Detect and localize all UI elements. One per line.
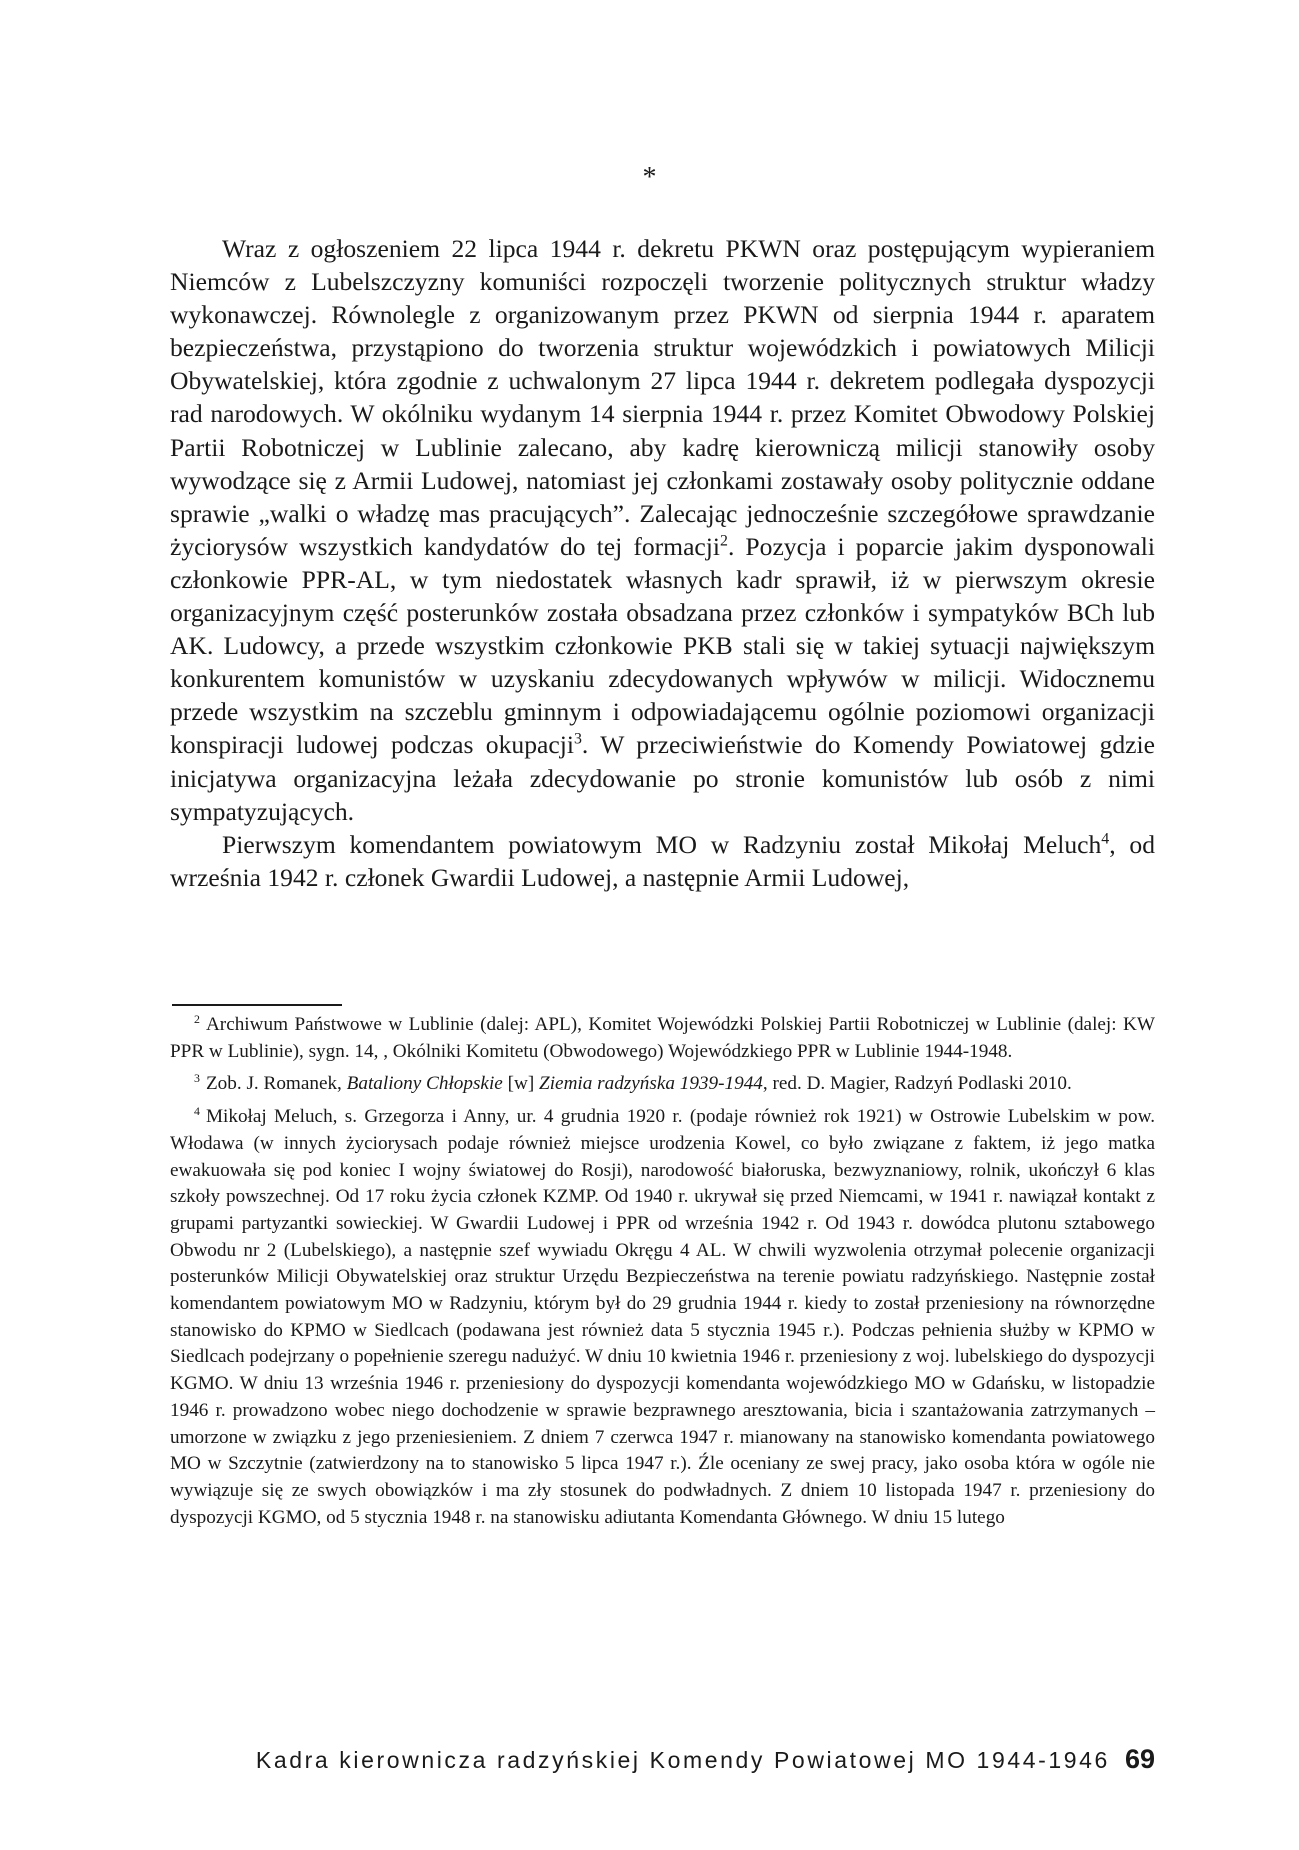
footnote-text: Zob. J. Romanek, [205,1073,347,1095]
section-separator: * [642,162,657,193]
footnote-reference: 2 [720,532,728,550]
paragraph [170,828,1155,894]
paragraph-text: . Pozycja i poparcie jakim dysponowali członkowie PPR-AL, w tym niedostatek własnych kadr sprawił, iż w pierwszym okresie organizacyjnym część posterunków została obsadzana przez członków i sympatyków BCh lub AK. Ludowcy, a przede wszystkim członkowie PKB stali się w takiej sytuacji największym konkurentem komunistów w uzyskaniu zdecydowanych wpływów w milicji. Widocznemu przede wszystkim na szczeblu gminnym i odpowiadającemu ogólnie poziomowi organizacji konspiracji ludowej podczas okupacji [170,531,1156,760]
footnote-text: , red. D. Magier, Radzyń Podlaski 2010. [762,1073,1072,1095]
footnotes [170,1012,1155,1537]
footnote-title: Ziemia radzyńska 1939-1944 [539,1073,763,1095]
footnote-text: [w] [502,1073,540,1095]
paragraph-text: Pierwszym komendantem powiatowym MO w Radzyniu został Mikołaj Meluch [222,829,1102,859]
paragraph [170,232,1155,828]
footnote-title: Bataliony Chłopskie [346,1073,503,1095]
footnote-reference: 4 [1101,830,1110,848]
page-number: 69 [1124,1744,1155,1774]
paragraph-text: . W przeciwieństwie do Komendy Powiatowej gdzie inicjatywa organizacyjna leżała zdecydowanie po stronie komunistów lub osób z nimi sympatyzujących. [170,730,1155,826]
footnote-text: Mikołaj Meluch, s. Grzegorza i Anny, ur. 4 grudnia 1920 r. (podaje również rok 1921) w Ostrowie Lubelskim w pow. Włodawa (w innych życiorysach podaje również miejsce urodzenia Kowel, co było związane z faktem, iż jego matka ewakuowała się pod koniec I wojny światowej do Rosji), narodowość białoruska, bezwyznaniowy, rolnik, ukończył 6 klas szkoły powszechnej. Od 17 roku życia członek KZMP. Od 1940 r. ukrywał się przed Niemcami, w 1941 r. nawiązał kontakt z grupami partyzantki sowieckiej. W Gwardii Ludowej i PPR od września 1942 r. Od 1943 r. dowódca plutonu sztabowego Obwodu nr 2 (Lubelskiego), a następnie szef wywiadu Okręgu 4 AL. W chwili wyzwolenia otrzymał polecenie organizacji posterunków Milicji Obywatelskiej oraz struktur Urzędu Bezpieczeństwa na terenie powiatu radzyńskiego. Następnie został komendantem powiatowym MO w Radzyniu, którym był do 29 grudnia 1944 r. kiedy to został przeniesiony na równorzędne stanowisko do KPMO w Siedlcach (podawana jest również data 5 stycznia 1945 r.). Podczas pełnienia służby w KPMO w Siedlcach podejrzany o popełnienie szeregu nadużyć. W dniu 10 kwietnia 1946 r. przeniesiony z woj. lubelskiego do dyspozycji KGMO. W dniu 13 września 1946 r. przeniesiony do dyspozycji komendanta wojewódzkiego MO w Gdańsku, w listopadzie 1946 r. prowadzono wobec niego dochodzenie w sprawie bezprawnego aresztowania, bicia i szantażowania zatrzymanych – umorzone w związku z jego przeniesieniem. Z dniem 7 czerwca 1947 r. mianowany na stanowisko komendanta powiatowego MO w Szczytnie (zatwierdzony na to stanowisko 5 lipca 1947 r.). Źle oceniany ze swej pracy, jako osoba która w ogóle nie wywiązuje się ze swych obowiązków i ma zły stosunek do podwładnych. Z dniem 10 listopada 1947 r. przeniesiony do dyspozycji KGMO, od 5 stycznia 1948 r. na stanowisku adiutanta Komendanta Głównego. W dniu 15 lutego [170,1106,1155,1528]
paragraph-text: Wraz z ogłoszeniem 22 lipca 1944 r. dekretu PKWN oraz postępującym wypieraniem Niemców z Lubelszczyzny komuniści rozpoczęli tworzenie politycznych struktur władzy wykonawczej. Równolegle z organizowanym przez PKWN od sierpnia 1944 r. aparatem bezpieczeństwa, przystąpiono do tworzenia struktur wojewódzkich i powiatowych Milicji Obywatelskiej, która zgodnie z uchwalonym 27 lipca 1944 r. dekretem podlegała dyspozycji rad narodowych. W okólniku wydanym 14 sierpnia 1944 r. przez Komitet Obwodowy Polskiej Partii Robotniczej w Lublinie zalecano, aby kadrę kierowniczą milicji stanowiły osoby wywodzące się z Armii Ludowej, natomiast jej członkami zostawały osoby politycznie oddane sprawie „walki o władzę mas pracujących”. Zalecając jednocześnie szczegółowe sprawdzanie życiorysów wszystkich kandydatów do tej formacji [170,234,1155,561]
footnote-text: Archiwum Państwowe w Lublinie (dalej: APL), Komitet Wojewódzki Polskiej Partii Robotniczej w Lublinie (dalej: KW PPR w Lublinie), sygn. 14, , Okólniki Komitetu (Obwodowego) Wojewódzkiego PPR w Lublinie 1944-1948. [170,1014,1155,1062]
footnote-number: 4 [194,1103,200,1118]
footnote [170,1012,1155,1065]
paragraph-text: , od września 1942 r. członek Gwardii Ludowej, a następnie Armii Ludowej, [170,829,1155,892]
running-footer [170,1744,1155,1775]
footnote-separator-rule [172,1004,342,1006]
main-text [170,232,1155,894]
footnote-number: 3 [194,1071,200,1086]
footnote [170,1104,1155,1531]
footnote [170,1071,1155,1098]
running-title: Kadra kierownicza radzyńskiej Komendy Powiatowej MO 1944-1946 [255,1747,1110,1773]
footnote-reference: 3 [573,730,582,748]
footnote-number: 2 [194,1011,200,1026]
